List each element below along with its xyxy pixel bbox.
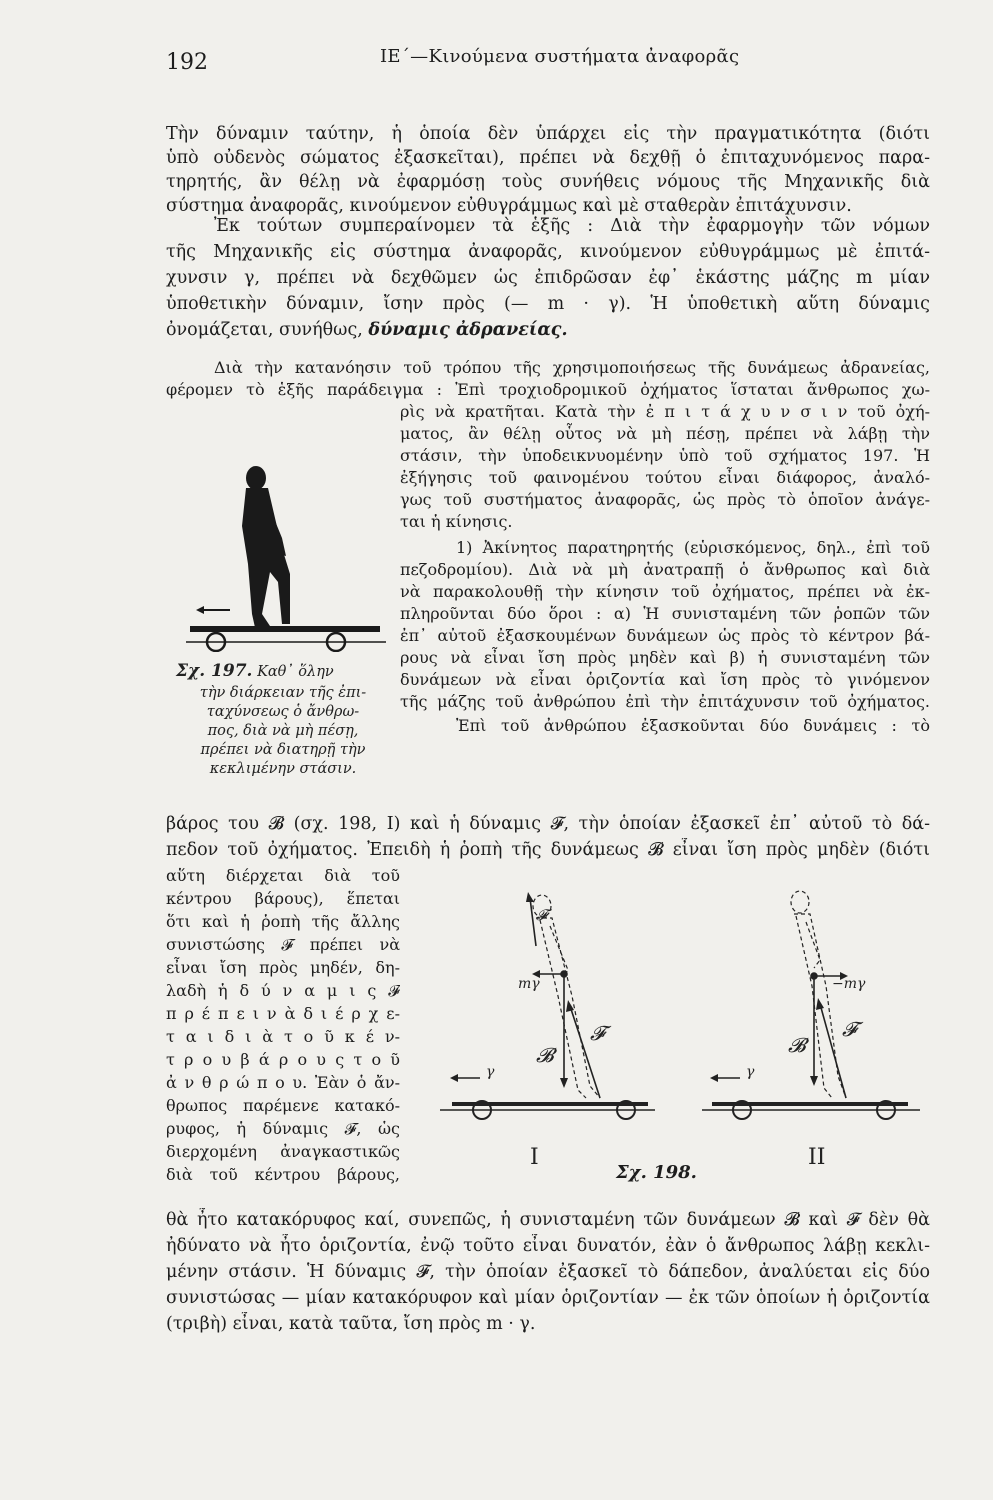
panel-I-label: I [530, 1145, 539, 1170]
silhouette-man-leaning [242, 466, 290, 632]
text-line: λαδὴ ἡ δ ύ ν α μ ι ς 𝓕 [166, 981, 400, 1000]
text-line: αὕτη διέρχεται διὰ τοῦ [166, 866, 400, 885]
text-line: συνιστώσης 𝓕 πρέπει νὰ [166, 935, 400, 954]
text-line: ὑποθετικὴν δύναμιν, ἴσην πρὸς (— m · γ). Ἡ ὑποθετικὴ αὕτη δύναμις [166, 294, 930, 314]
text-line: πεζοδρομίου). Διὰ νὰ μὴ ἀνατραπῇ ὁ ἄνθρωπος καὶ διὰ [400, 560, 930, 579]
text-line: ρὶς νὰ κρατῆται. Κατὰ τὴν ἐ π ι τ ά χ υ ν σ ι ν τοῦ ὀχή- [400, 402, 930, 421]
figure-197-label: Σχ. 197. [176, 661, 253, 681]
text-line: Διὰ τὴν κατανόησιν τοῦ τρόπου τῆς χρησιμοποιήσεως τῆς δυνάμεως ἀδρανείας, [214, 358, 930, 377]
running-title: ΙΕ΄—Κινούμενα συστήματα ἀναφορᾶς [380, 46, 740, 67]
text-line: ἀ ν θ ρ ώ π ο υ. Ἐὰν ὁ ἄν- [166, 1073, 400, 1092]
text-line: συνιστώσας — μίαν κατακόρυφον καὶ μίαν ὁριζοντίαν — ἐκ τῶν ὁποίων ἡ ὁριζοντία [166, 1288, 930, 1308]
figure-198-labels [486, 906, 866, 1170]
text-fragment: ὀνομάζεται, συνήθως, [166, 320, 369, 340]
text-line: δυνάμεων νὰ εἶναι ὁριζοντία καὶ ἴση πρὸς τὸ γινόμενον [400, 670, 930, 689]
label-F-II: 𝓕 [842, 1017, 857, 1041]
text-line: τηρητής, ἂν θέλῃ νὰ ἐφαρμόσῃ τοὺς συνήθεις νόμους τῆς Μηχανικῆς διὰ [166, 172, 930, 192]
text-line: γως τοῦ συστήματος ἀναφορᾶς, ὡς πρὸς τὸ ὁποῖον ἀνάγε- [400, 490, 930, 509]
caption-line: τὴν διάρκειαν τῆς ἐπι- [199, 685, 367, 701]
label-B-I: 𝓑 [536, 1043, 554, 1067]
text-line: πληροῦνται δύο ὅροι : α) Ἡ συνισταμένη τῶν ῥοπῶν τῶν [400, 604, 930, 623]
figure-198-illustration [440, 876, 930, 1176]
text-line: μένην στάσιν. Ἡ δύναμις 𝓕, τὴν ὁποίαν ἐξασκεῖ τὸ δάπεδον, ἀναλύεται εἰς δύο [166, 1262, 930, 1282]
text-line: ἐξήγησις τοῦ φαινομένου τούτου εἶναι διάφορος, ἀναλό- [400, 468, 930, 487]
acceleration-arrow [196, 606, 230, 614]
text-line: (τριβὴ) εἶναι, κατὰ ταῦτα, ἴση πρὸς m · γ. [166, 1314, 536, 1334]
label-F-top: 𝓕 [536, 906, 548, 924]
text-line-item-1: 1) Ἀκίνητος παρατηρητής (εὑρισκόμενος, δηλ., ἐπὶ τοῦ [456, 538, 930, 557]
text-line: φέρομεν τὸ ἑξῆς παράδειγμα : Ἐπὶ τροχιοδρομικοῦ ὀχήματος ἵσταται ἄνθρωπος χω- [166, 380, 930, 399]
text-line: τῆς μάζης τοῦ ἀνθρώπου ἐπὶ τὴν ἐπιτάχυνσιν τοῦ ὀχήματος. [400, 692, 930, 711]
panel-II-platform [702, 1074, 920, 1119]
text-line: διερχομένη ἀναγκαστικῶς [166, 1142, 400, 1161]
text-line: ματος, ἂν θέλῃ οὗτος νὰ μὴ πέσῃ, πρέπει νὰ λάβῃ τὴν [400, 424, 930, 443]
figure-197-illustration [186, 464, 386, 652]
caption-line: κεκλιμένην στάσιν. [209, 761, 357, 777]
text-line: Ἐπὶ τοῦ ἀνθρώπου ἐξασκοῦνται δύο δυνάμεις : τὸ [456, 716, 930, 735]
text-line: ὑπὸ οὐδενὸς σώματος ἐξασκεῖται), πρέπει νὰ δεχθῇ ὁ ἐπιταχυνόμενος παρα- [166, 148, 930, 168]
text-line: π ρ έ π ε ι ν ὰ δ ι έ ρ χ ε- [166, 1004, 400, 1023]
label-gamma-I: γ [486, 1064, 495, 1080]
text-line: βάρος του 𝓑 (σχ. 198, I) καὶ ἡ δύναμις 𝓕, τὴν ὁποίαν ἐξασκεῖ ἐπ᾽ αὐτοῦ τὸ δά- [166, 814, 930, 834]
label-F-I: 𝓕 [590, 1021, 605, 1045]
text-line: ρυφος, ἡ δύναμις 𝓕, ὡς [166, 1119, 400, 1138]
text-line: ται ἡ κίνησις. [400, 512, 513, 531]
label-gamma-II: γ [746, 1064, 755, 1080]
label-B-II: 𝓑 [788, 1033, 806, 1057]
trolley-platform [186, 626, 386, 651]
caption-line: Καθ᾽ ὅλην [257, 664, 334, 680]
text-line: κέντρου βάρους), ἕπεται [166, 889, 400, 908]
caption-line: πρέπει νὰ διατηρῇ τὴν [200, 742, 366, 758]
text-line: θρωπος παρέμενε κατακό- [166, 1096, 400, 1115]
text-line: νὰ παρακολουθῇ τὴν κίνησιν τοῦ ὀχήματος, πρέπει νὰ ἐκ- [400, 582, 930, 601]
text-line: Τὴν δύναμιν ταύτην, ἡ ὁποία δὲν ὑπάρχει εἰς τὴν πραγματικότητα (διότι [166, 124, 930, 144]
text-line-with-term [166, 318, 930, 342]
text-line: στάσιν, τὴν ὑποδεικνυομένην ὑπὸ τοῦ σχήματος 197. Ἡ [400, 446, 930, 465]
text-line: πεδον τοῦ ὀχήματος. Ἐπειδὴ ἡ ῥοπὴ τῆς δυνάμεως 𝓑 εἶναι ἴση πρὸς μηδὲν (διότι [166, 840, 930, 860]
caption-line: ταχύνσεως ὁ ἄνθρω- [206, 704, 360, 720]
text-line: τ ρ ο υ β ά ρ ο υ ς τ ο ῦ [166, 1050, 400, 1069]
figure-198-label: Σχ. 198. [616, 1162, 697, 1183]
text-line: ρους νὰ εἶναι ἴση πρὸς μηδὲν καὶ β) ἡ συνισταμένη τῶν [400, 648, 930, 667]
text-line: τῆς Μηχανικῆς εἰς σύστημα ἀναφορᾶς, κινούμενον εὐθυγράμμως μὲ ἐπιτά- [166, 242, 930, 262]
label-minus-mg: −mγ [832, 976, 866, 992]
page-number: 192 [166, 50, 208, 75]
text-line: ἐπ᾽ αὐτοῦ ἐξασκουμένων δυνάμεων ὡς πρὸς τὸ κέντρον βά- [400, 626, 930, 645]
text-line: χυνσιν γ, πρέπει νὰ δεχθῶμεν ὡς ἐπιδρῶσαν ἐφ᾽ ἑκάστης μάζης m μίαν [166, 268, 930, 288]
text-line: θὰ ἦτο κατακόρυφος καί, συνεπῶς, ἡ συνισταμένη τῶν δυνάμεων 𝓑 καὶ 𝓕 δὲν θὰ [166, 1210, 930, 1230]
text-line: διὰ τοῦ κέντρου βάρους, [166, 1165, 400, 1184]
figure-197-caption [176, 662, 390, 682]
text-line: τ α ι δ ι ὰ τ ο ῦ κ έ ν- [166, 1027, 400, 1046]
caption-line: πος, διὰ νὰ μὴ πέσῃ, [207, 723, 359, 739]
panel-II-label: II [808, 1145, 826, 1170]
label-mg: mγ [518, 976, 540, 992]
term-inertia-force: δύναμις ἀδρανείας. [368, 320, 568, 340]
panel-I-platform [440, 1074, 655, 1119]
text-line: σύστημα ἀναφορᾶς, κινούμενον εὐθυγράμμως καὶ μὲ σταθερὰν ἐπιτάχυνσιν. [166, 196, 852, 216]
text-line: εἶναι ἴση πρὸς μηδέν, δη- [166, 958, 400, 977]
text-line: Ἐκ τούτων συμπεραίνομεν τὰ ἑξῆς : Διὰ τὴν ἐφαρμογὴν τῶν νόμων [214, 216, 930, 236]
text-line: ἠδύνατο νὰ ἦτο ὁριζοντία, ἐνῷ τοῦτο εἶναι δυνατόν, ἐὰν ὁ ἄνθρωπος λάβῃ κεκλι- [166, 1236, 930, 1256]
text-line: ὅτι καὶ ἡ ῥοπὴ τῆς ἄλλης [166, 912, 400, 931]
